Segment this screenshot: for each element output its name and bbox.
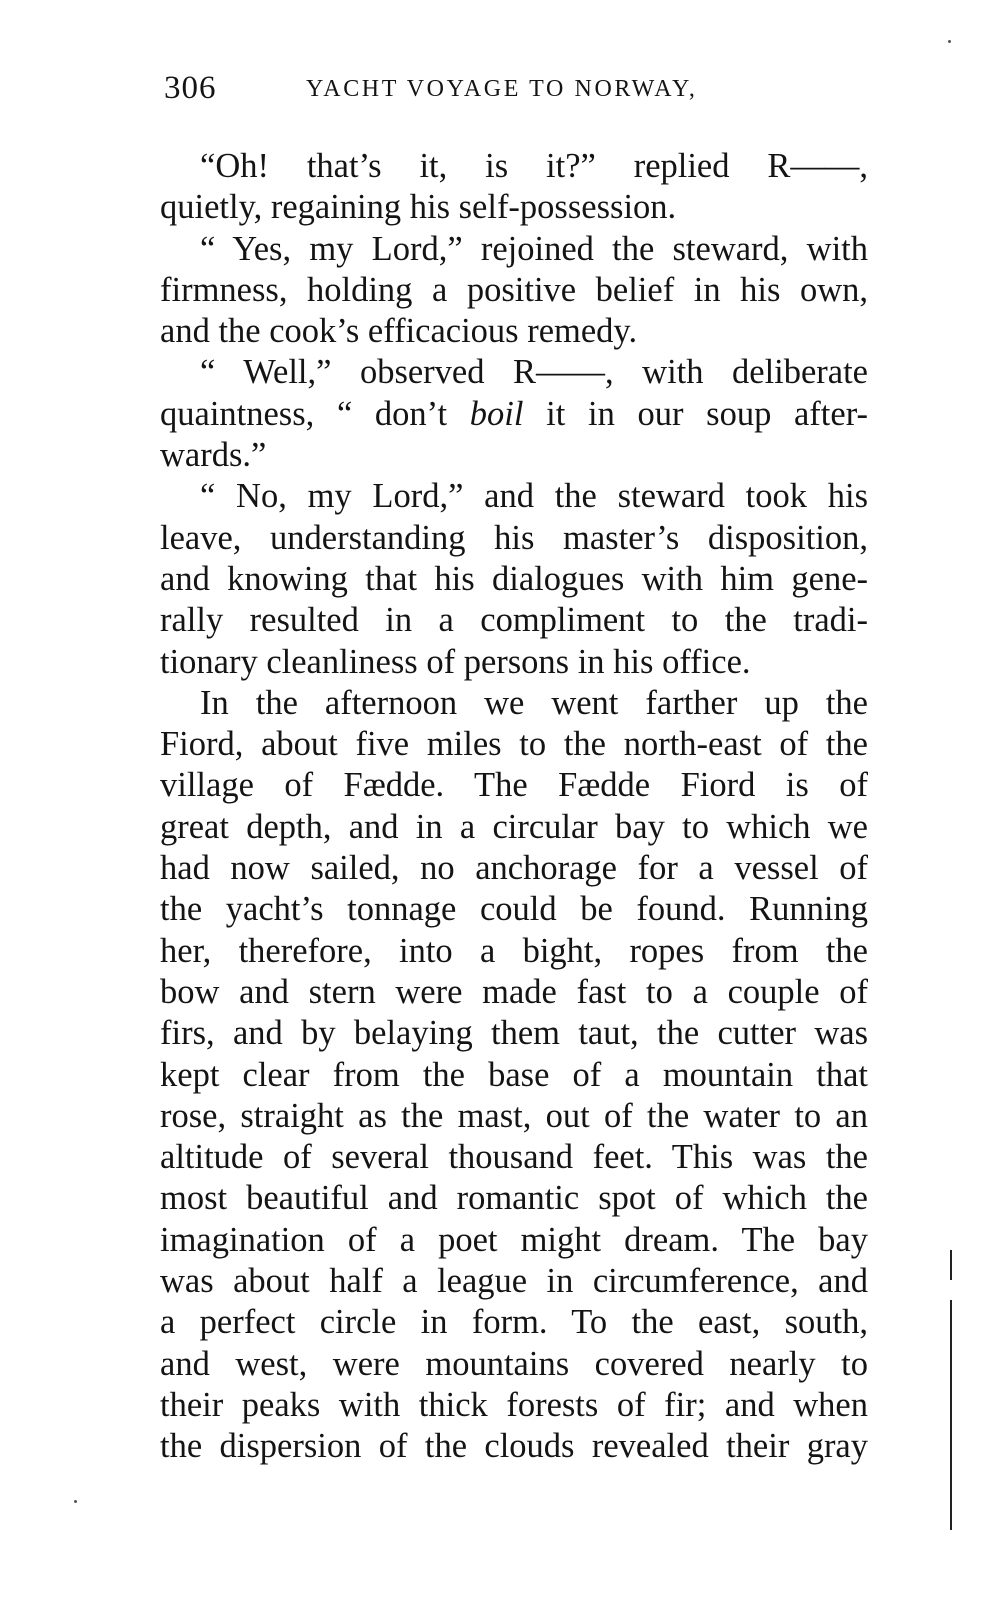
text-line — [160, 1426, 868, 1467]
text-line-content: Fiord, about five miles to the north-east of the — [160, 725, 868, 764]
page-speck — [74, 1500, 77, 1503]
text-line-content: and the cook’s efficacious remedy. — [160, 312, 638, 351]
text-line — [160, 187, 868, 228]
text-line — [160, 1178, 868, 1219]
page-speck — [948, 40, 951, 43]
text-line — [160, 765, 868, 806]
text-line-content: bow and stern were made fast to a couple of — [160, 972, 868, 1011]
text-line — [160, 889, 868, 930]
text-line-content: great depth, and in a circular bay to which we — [160, 807, 868, 846]
text-line — [160, 972, 868, 1013]
text-line-content: most beautiful and romantic spot of which the — [160, 1179, 868, 1218]
text-line — [160, 1013, 868, 1054]
text-line — [160, 1137, 868, 1178]
text-line-content: rose, straight as the mast, out of the water to an — [160, 1096, 868, 1135]
text-line-content: firs, and by belaying them taut, the cutter was — [160, 1014, 868, 1053]
text-line-content: village of Fædde. The Fædde Fiord is of — [160, 766, 868, 805]
text-line-content: “Oh! that’s it, is it?” replied R——, — [200, 147, 868, 185]
text-line-content: her, therefore, into a bight, ropes from the — [160, 931, 868, 970]
page-number: 306 — [164, 70, 217, 106]
text-line — [160, 270, 868, 311]
text-line — [160, 807, 868, 848]
text-line — [160, 229, 868, 270]
text-line-content: quaintness, “ don’t boil it in our soup after- — [160, 394, 868, 433]
text-line-content: “ Well,” observed R——, with deliberate — [200, 353, 868, 392]
body-text — [160, 146, 868, 1468]
text-line-content: imagination of a poet might dream. The bay — [160, 1220, 868, 1259]
text-line — [160, 724, 868, 765]
text-line — [160, 1344, 868, 1385]
text-line — [160, 352, 868, 393]
text-line-content: “ Yes, my Lord,” rejoined the steward, with — [200, 229, 868, 268]
text-line — [160, 435, 868, 476]
text-line-content: the yacht’s tonnage could be found. Running — [160, 890, 868, 929]
text-line-content: had now sailed, no anchorage for a vessel of — [160, 849, 868, 888]
italic-word: boil — [469, 394, 524, 433]
text-line-content: kept clear from the base of a mountain that — [160, 1055, 868, 1094]
text-line — [160, 1055, 868, 1096]
text-line-content: quietly, regaining his self-possession. — [160, 188, 677, 227]
text-line — [160, 559, 868, 600]
text-line-content: wards.” — [160, 436, 267, 475]
margin-rule — [950, 1300, 952, 1530]
text-line-content: the dispersion of the clouds revealed their gray — [160, 1427, 868, 1466]
text-line-content: In the afternoon we went farther up the — [200, 683, 868, 722]
margin-mark — [950, 1250, 952, 1280]
text-line — [160, 848, 868, 889]
text-line — [160, 1261, 868, 1302]
text-line-content: was about half a league in circumference, and — [160, 1262, 868, 1301]
text-line-content: a perfect circle in form. To the east, south, — [160, 1303, 868, 1342]
text-line — [160, 1302, 868, 1343]
text-line-content: firmness, holding a positive belief in his own, — [160, 270, 868, 309]
text-line — [160, 1220, 868, 1261]
text-line — [160, 600, 868, 641]
text-line-content: and west, were mountains covered nearly to — [160, 1344, 868, 1383]
text-line — [160, 518, 868, 559]
text-line — [160, 394, 868, 435]
text-line-content: altitude of several thousand feet. This was the — [160, 1138, 868, 1177]
text-line-content: “ No, my Lord,” and the steward took his — [200, 477, 868, 516]
text-line — [160, 683, 868, 724]
text-line — [160, 476, 868, 517]
text-line — [160, 146, 868, 187]
running-title: YACHT VOYAGE TO NORWAY, — [306, 76, 698, 102]
running-head — [164, 68, 884, 108]
text-line-content: and knowing that his dialogues with him gene- — [160, 559, 868, 598]
text-line-content: their peaks with thick forests of fir; and when — [160, 1385, 868, 1424]
text-line — [160, 642, 868, 683]
text-line — [160, 931, 868, 972]
text-line-content: leave, understanding his master’s disposition, — [160, 518, 868, 557]
text-line-content: tionary cleanliness of persons in his office. — [160, 642, 751, 681]
text-line — [160, 1096, 868, 1137]
text-line-content: rally resulted in a compliment to the tradi- — [160, 601, 868, 640]
text-line — [160, 311, 868, 352]
text-line — [160, 1385, 868, 1426]
